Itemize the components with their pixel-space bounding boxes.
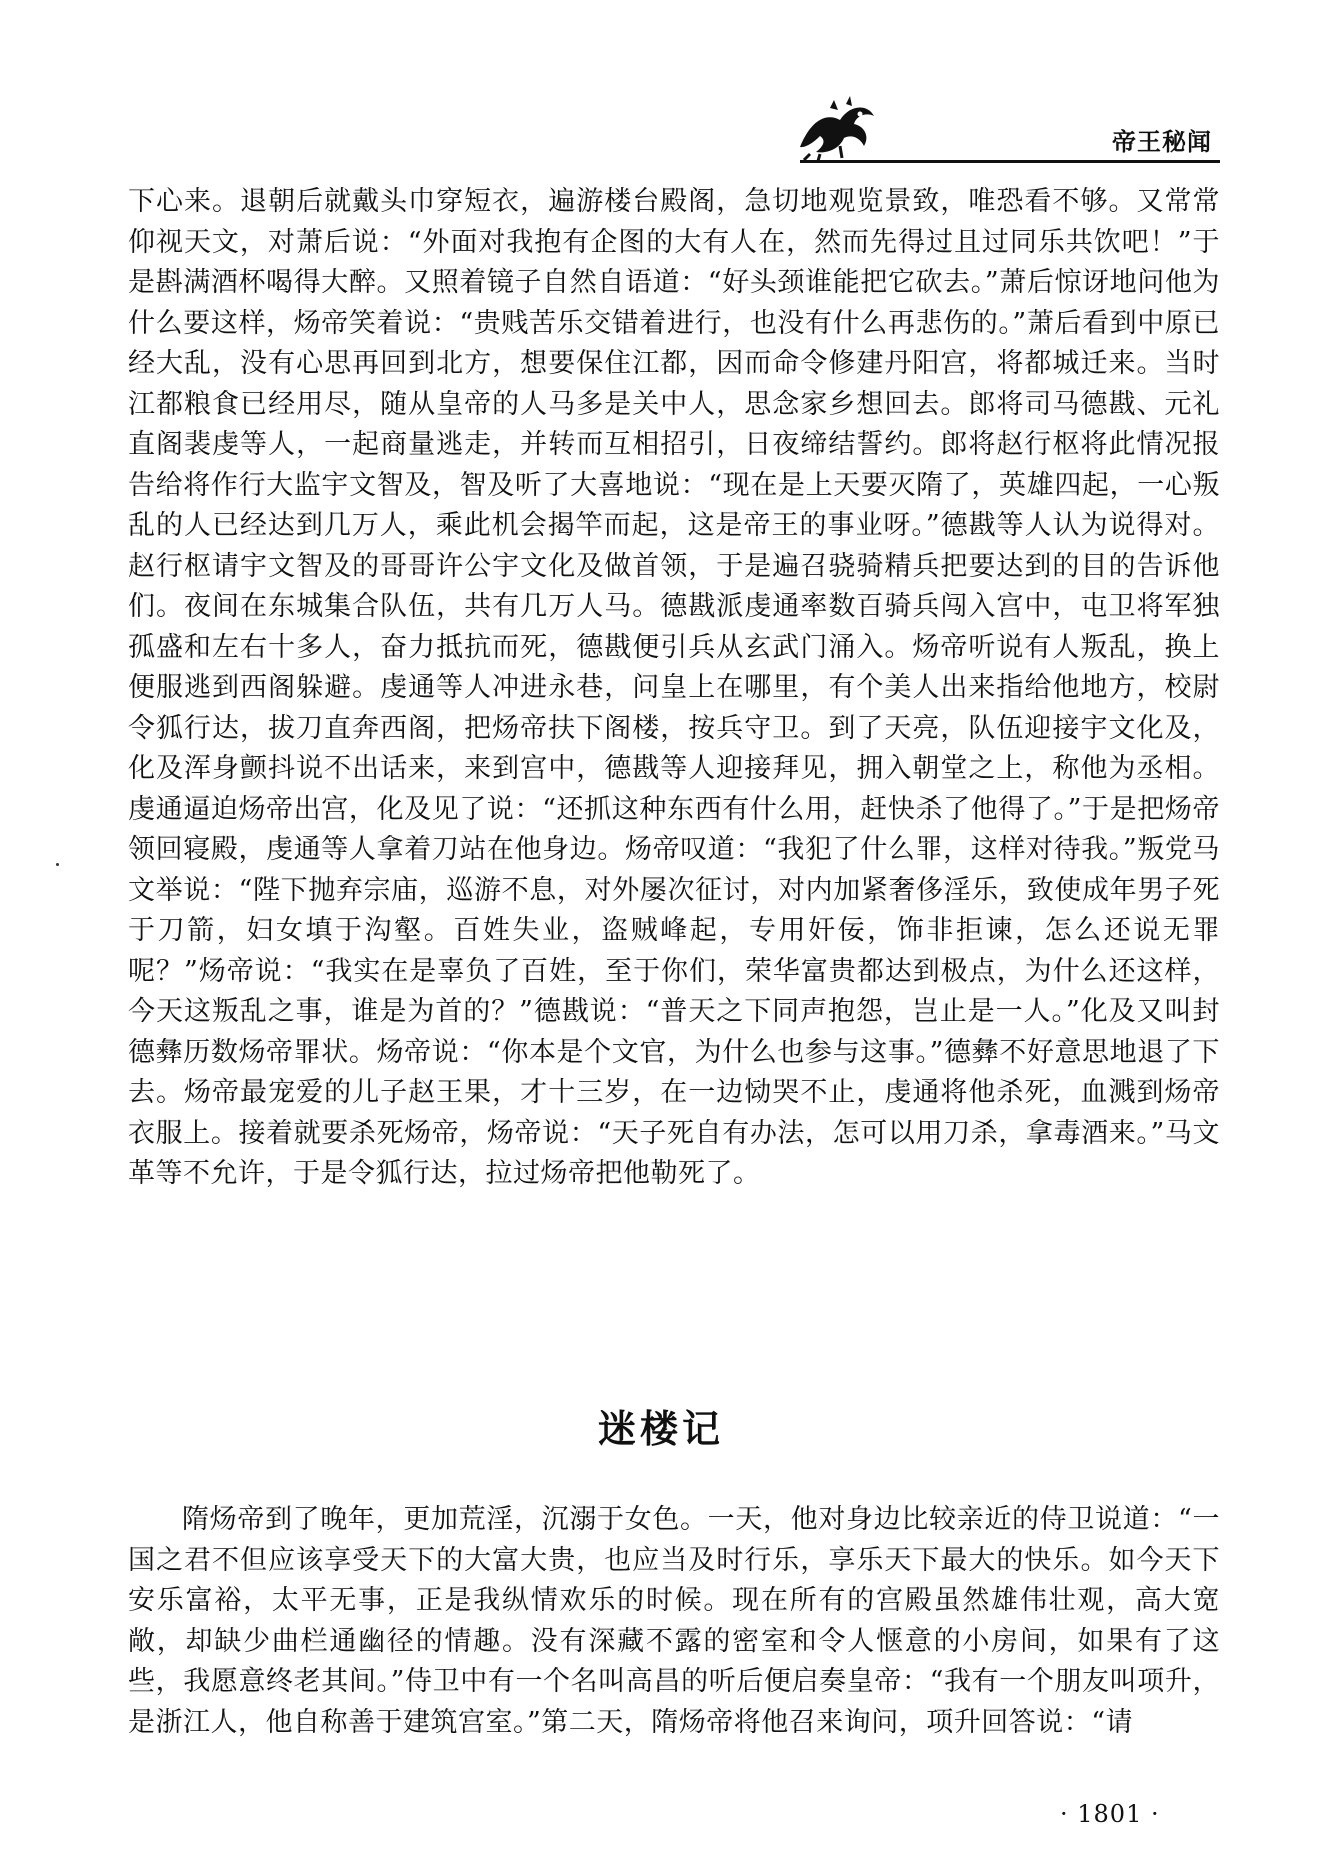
running-header-title: 帝王秘闻 (1112, 128, 1212, 156)
page-number: · 1801 · (1060, 1800, 1160, 1828)
section-title: 迷楼记 (597, 1407, 724, 1451)
dragon-emblem-icon (790, 92, 880, 162)
page-header (0, 0, 1322, 170)
header-rule (800, 160, 1220, 163)
body-paragraph-2: 隋炀帝到了晚年，更加荒淫，沉溺于女色。一天，他对身边比较亲近的侍卫说道：“一国之君不但应该享受天下的大富大贵，也应当及时行乐，享乐天下最大的快乐。如今天下安乐富裕，太平无事，正是我纵情欢乐的时候。现在所有的宫殿虽然雄伟壮观，高大宽敞，却缺少曲栏通幽径的情趣。没有深藏不露的密室和令人惬意的小房间，如果有了这些，我愿意终老其间。”侍卫中有一个名叫高昌的听后便启奏皇帝：“我有一个朋友叫项升，是浙江人，他自称善于建筑宫室。”第二天，隋炀帝将他召来询问，项升回答说：“请 (128, 1504, 1220, 1738)
scan-speck (56, 863, 59, 866)
body-paragraph-1: 下心来。退朝后就戴头巾穿短衣，遍游楼台殿阁，急切地观览景致，唯恐看不够。又常常仰视天文，对萧后说：“外面对我抱有企图的大有人在，然而先得过且过同乐共饮吧！”于是斟满酒杯喝得大醉。又照着镜子自然自语道：“好头颈谁能把它砍去。”萧后惊讶地问他为什么要这样，炀帝笑着说：“贵贱苦乐交错着进行，也没有什么再悲伤的。”萧后看到中原已经大乱，没有心思再回到北方，想要保住江都，因而命令修建丹阳宫，将都城迁来。当时江都粮食已经用尽，随从皇帝的人马多是关中人，思念家乡想回去。郎将司马德戡、元礼直阁裴虔等人，一起商量逃走，并转而互相招引，日夜缔结誓约。郎将赵行枢将此情况报告给将作行大监宇文智及，智及听了大喜地说：“现在是上天要灭隋了，英雄四起，一心叛乱的人已经达到几万人，乘此机会揭竿而起，这是帝王的事业呀。”德戡等人认为说得对。赵行枢请宇文智及的哥哥许公宇文化及做首领，于是遍召骁骑精兵把要达到的目的告诉他们。夜间在东城集合队伍，共有几万人马。德戡派虔通率数百骑兵闯入宫中，屯卫将军独孤盛和左右十多人，奋力抵抗而死，德戡便引兵从玄武门涌入。炀帝听说有人叛乱，换上便服逃到西阁躲避。虔通等人冲进永巷，问皇上在哪里，有个美人出来指给他地方，校尉令狐行达，拔刀直奔西阁，把炀帝扶下阁楼，按兵守卫。到了天亮，队伍迎接宇文化及，化及浑身颤抖说不出话来，来到宫中，德戡等人迎接拜见，拥入朝堂之上，称他为丞相。虔通逼迫炀帝出宫，化及见了说：“还抓这种东西有什么用，赶快杀了他得了。”于是把炀帝领回寝殿，虔通等人拿着刀站在他身边。炀帝叹道：“我犯了什么罪，这样对待我。”叛党马文举说：“陛下抛弃宗庙，巡游不息，对外屡次征讨，对内加紧奢侈淫乐，致使成年男子死于刀箭，妇女填于沟壑。百姓失业，盗贼峰起，专用奸佞，饰非拒谏，怎么还说无罪呢？”炀帝说：“我实在是辜负了百姓，至于你们，荣华富贵都达到极点，为什么还这样，今天这叛乱之事，谁是为首的？”德戡说：“普天之下同声抱怨，岂止是一人。”化及又叫封德彝历数炀帝罪状。炀帝说：“你本是个文官，为什么也参与这事。”德彝不好意思地退了下去。炀帝最宠爱的儿子赵王果，才十三岁，在一边恸哭不止，虔通将他杀死，血溅到炀帝衣服上。接着就要杀死炀帝，炀帝说：“天子死自有办法，怎可以用刀杀，拿毒酒来。”马文革等不允许，于是令狐行达，拉过炀帝把他勒死了。 (128, 186, 1220, 1189)
